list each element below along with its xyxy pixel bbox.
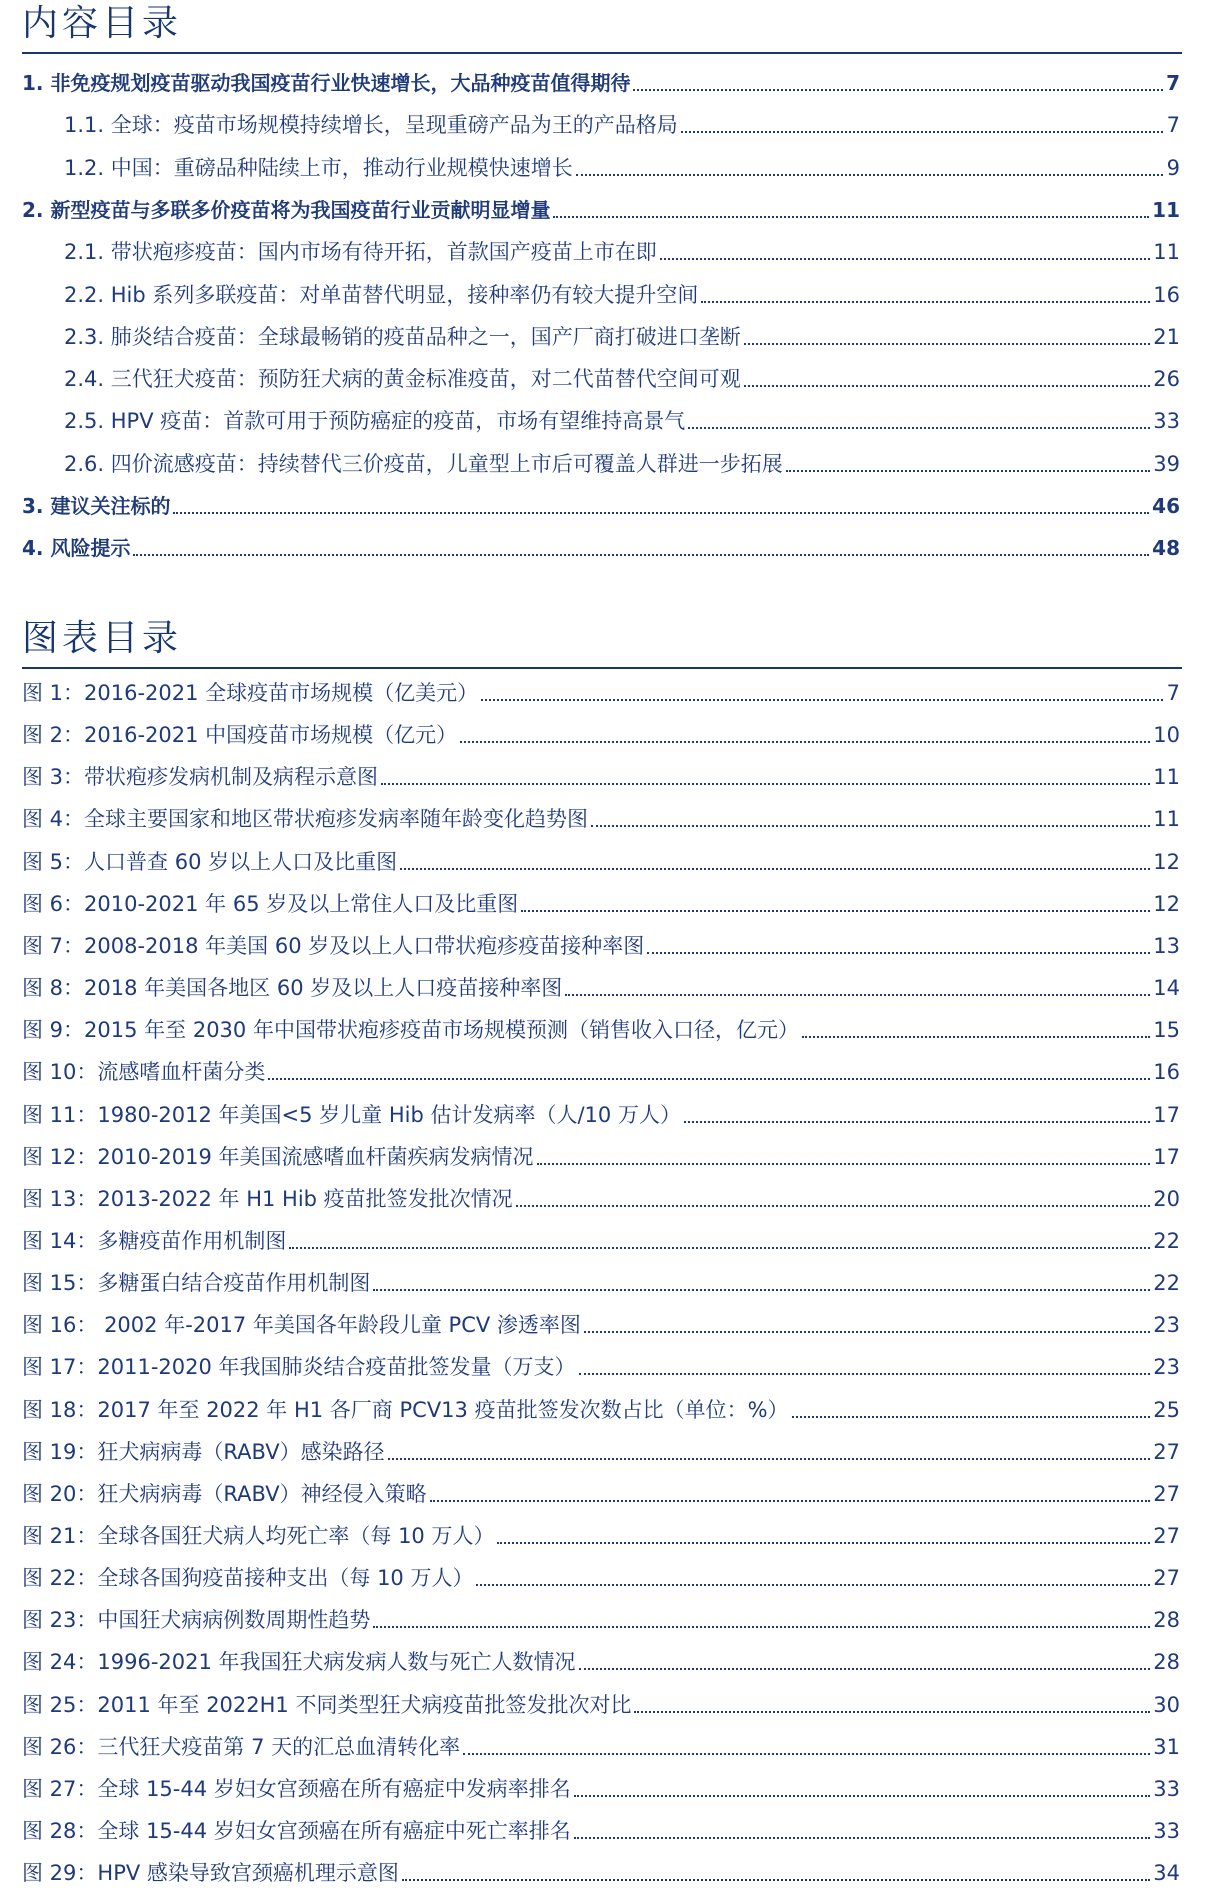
toc-chapter-entry[interactable] xyxy=(0,193,1180,227)
figure-list-entry-label: 图 15：多糖蛋白结合疫苗作用机制图 xyxy=(22,1271,371,1296)
figure-list-entry-page-number: 27 xyxy=(1153,1566,1180,1591)
figure-list-entry[interactable] xyxy=(0,971,1180,1005)
figure-list-entry-label: 图 1：2016-2021 全球疫苗市场规模（亿美元） xyxy=(22,681,479,705)
toc-chapter-entry[interactable] xyxy=(0,531,1180,565)
dot-leader xyxy=(688,427,1150,429)
figure-list-entry[interactable] xyxy=(0,1814,1180,1848)
figure-list-entry-page-number: 15 xyxy=(1153,1018,1180,1043)
figure-list-entry-page-number: 23 xyxy=(1153,1355,1180,1380)
figure-list-entry[interactable] xyxy=(0,1140,1180,1174)
figure-list-entry[interactable] xyxy=(0,1224,1180,1258)
toc-section-entry-page-number: 11 xyxy=(1153,240,1180,265)
figure-list-entry-label: 图 9：2015 年至 2030 年中国带状疱疹疫苗市场规模预测（销售收入口径，亿元） xyxy=(22,1018,799,1043)
dot-leader xyxy=(633,89,1163,91)
figure-list-entry-label: 图 13：2013-2022 年 H1 Hib 疫苗批签发批次情况 xyxy=(22,1186,513,1211)
toc-section-entry-page-number: 26 xyxy=(1153,367,1180,392)
figure-list-entry-page-number: 14 xyxy=(1153,976,1180,1001)
dot-leader xyxy=(497,1542,1150,1544)
dot-leader xyxy=(173,512,1149,514)
figure-list-entry-label: 图 16： 2002 年-2017 年美国各年龄段儿童 PCV 渗透率图 xyxy=(22,1313,581,1338)
toc-section-entry[interactable] xyxy=(0,447,1180,481)
figure-list-entry-page-number: 30 xyxy=(1153,1692,1180,1717)
figure-list-entry-label: 图 2：2016-2021 中国疫苗市场规模（亿元） xyxy=(22,723,458,748)
figure-list-entry-label: 图 20：狂犬病病毒（RABV）神经侵入策略 xyxy=(22,1481,427,1506)
dot-leader xyxy=(268,1078,1150,1080)
toc-chapter-entry-label: 3. 建议关注标的 xyxy=(22,494,171,518)
figure-list-entry-page-number: 28 xyxy=(1153,1650,1180,1675)
dot-leader xyxy=(476,1584,1150,1586)
figure-list-entry-page-number: 17 xyxy=(1153,1144,1180,1169)
dot-leader xyxy=(373,1289,1150,1291)
toc-section-entry[interactable] xyxy=(0,362,1180,396)
dot-leader xyxy=(481,699,1163,701)
figure-list-entry-page-number: 22 xyxy=(1153,1271,1180,1296)
dot-leader xyxy=(684,1121,1150,1123)
figure-list-entry[interactable] xyxy=(0,718,1180,752)
dot-leader xyxy=(574,1795,1150,1797)
figure-list-entry-page-number: 33 xyxy=(1153,1776,1180,1801)
figure-list-entry[interactable] xyxy=(0,1561,1180,1595)
figure-list-entry-label: 图 10：流感嗜血杆菌分类 xyxy=(22,1060,266,1085)
figure-list-entry-label: 图 22：全球各国狗疫苗接种支出（每 10 万人） xyxy=(22,1566,474,1591)
figure-list-entry-label: 图 29：HPV 感染导致宫颈癌机理示意图 xyxy=(22,1861,399,1886)
figure-list-entry-page-number: 12 xyxy=(1153,891,1180,916)
figure-list-entry-label: 图 27：全球 15-44 岁妇女宫颈癌在所有癌症中发病率排名 xyxy=(22,1776,571,1801)
toc-section-entry-label: 2.3. 肺炎结合疫苗：全球最畅销的疫苗品种之一，国产厂商打破进口垄断 xyxy=(64,324,741,349)
figure-list-entry[interactable] xyxy=(0,929,1180,963)
figure-list-entry-label: 图 18：2017 年至 2022 年 H1 各厂商 PCV13 疫苗批签发次数占比（单位：%） xyxy=(22,1397,789,1422)
figure-list-entry-label: 图 4：全球主要国家和地区带状疱疹发病率随年龄变化趋势图 xyxy=(22,807,589,832)
figure-list-entry-page-number: 27 xyxy=(1153,1481,1180,1506)
figure-list-entry[interactable] xyxy=(0,1603,1180,1637)
figure-list-entry-page-number: 22 xyxy=(1153,1228,1180,1253)
dot-leader xyxy=(681,131,1163,133)
figure-list-entry-label: 图 28：全球 15-44 岁妇女宫颈癌在所有癌症中死亡率排名 xyxy=(22,1819,571,1844)
figure-list-entry-page-number: 27 xyxy=(1153,1524,1180,1548)
figure-list-entry-label: 图 8：2018 年美国各地区 60 岁及以上人口疫苗接种率图 xyxy=(22,976,563,1001)
figure-list-entry-page-number: 10 xyxy=(1153,723,1180,748)
toc-chapter-entry-label: 1. 非免疫规划疫苗驱动我国疫苗行业快速增长，大品种疫苗值得期待 xyxy=(22,71,631,95)
figure-list-entry-label: 图 6：2010-2021 年 65 岁及以上常住人口及比重图 xyxy=(22,891,519,916)
dot-leader xyxy=(744,385,1151,387)
toc-section-entry[interactable] xyxy=(0,151,1180,185)
figure-list-entry[interactable] xyxy=(0,1350,1180,1384)
dot-leader xyxy=(792,1416,1151,1418)
toc-section-entry-label: 1.1. 全球：疫苗市场规模持续增长，呈现重磅产品为王的产品格局 xyxy=(64,113,678,138)
dot-leader xyxy=(591,825,1150,827)
dot-leader xyxy=(565,994,1150,996)
dot-leader xyxy=(463,1753,1150,1755)
figure-list-entry-label: 图 24：1996-2021 年我国狂犬病发病人数与死亡人数情况 xyxy=(22,1650,576,1675)
figure-list-entry-label: 图 21：全球各国狂犬病人均死亡率（每 10 万人） xyxy=(22,1524,495,1548)
figure-list-entry-page-number: 31 xyxy=(1153,1734,1180,1759)
figure-list-entry-label: 图 19：狂犬病病毒（RABV）感染路径 xyxy=(22,1439,385,1464)
dot-leader xyxy=(133,554,1149,556)
figure-list-entry[interactable] xyxy=(0,676,1180,710)
figure-list-entry-page-number: 33 xyxy=(1153,1819,1180,1844)
toc-title-rule xyxy=(22,52,1182,54)
toc-section-entry-page-number: 9 xyxy=(1166,155,1180,180)
figure-list-entry[interactable] xyxy=(0,1645,1180,1679)
figures-title: 图表目录 xyxy=(22,618,183,659)
dot-leader xyxy=(381,783,1150,785)
dot-leader xyxy=(289,1247,1150,1249)
toc-chapter-entry-page-number: 11 xyxy=(1152,197,1180,222)
figure-list-entry-page-number: 27 xyxy=(1153,1439,1180,1464)
figure-list-entry-page-number: 25 xyxy=(1153,1397,1180,1422)
toc-chapter-entry-label: 2. 新型疫苗与多联多价疫苗将为我国疫苗行业贡献明显增量 xyxy=(22,197,551,222)
toc-title: 内容目录 xyxy=(22,3,183,44)
figure-list-entry-label: 图 26：三代狂犬疫苗第 7 天的汇总血清转化率 xyxy=(22,1734,461,1759)
figure-list-entry-page-number: 12 xyxy=(1153,849,1180,874)
figure-list-entry[interactable] xyxy=(0,1772,1180,1806)
dot-leader xyxy=(430,1500,1151,1502)
figure-list-entry-label: 图 25：2011 年至 2022H1 不同类型狂犬病疫苗批签发批次对比 xyxy=(22,1692,632,1717)
figures-title-rule xyxy=(22,667,1182,669)
figure-list-entry[interactable] xyxy=(0,1856,1180,1890)
toc-section-entry[interactable] xyxy=(0,278,1180,312)
figure-list-entry-page-number: 7 xyxy=(1166,681,1180,705)
figure-list-entry-label: 图 23：中国狂犬病病例数周期性趋势 xyxy=(22,1608,371,1633)
figure-list-entry-page-number: 23 xyxy=(1153,1313,1180,1338)
dot-leader xyxy=(744,343,1151,345)
dot-leader xyxy=(373,1626,1150,1628)
toc-chapter-entry[interactable] xyxy=(0,489,1180,523)
figure-list-entry[interactable] xyxy=(0,760,1180,794)
dot-leader xyxy=(400,868,1150,870)
toc-chapter-entry-page-number: 46 xyxy=(1152,494,1180,518)
toc-section-entry-label: 2.5. HPV 疫苗：首款可用于预防癌症的疫苗，市场有望维持高景气 xyxy=(64,409,686,434)
figure-list-entry[interactable] xyxy=(0,1435,1180,1469)
figure-list-entry[interactable] xyxy=(0,1098,1180,1132)
figure-list-entry-label: 图 12：2010-2019 年美国流感嗜血杆菌疾病发病情况 xyxy=(22,1144,534,1169)
toc-section-entry-page-number: 21 xyxy=(1153,324,1180,349)
dot-leader xyxy=(802,1036,1150,1038)
dot-leader xyxy=(521,910,1150,912)
figure-list-entry-page-number: 34 xyxy=(1153,1861,1180,1886)
toc-section-entry-label: 2.1. 带状疱疹疫苗：国内市场有待开拓，首款国产疫苗上市在即 xyxy=(64,240,657,265)
figure-list-entry[interactable] xyxy=(0,1393,1180,1427)
figure-list-entry[interactable] xyxy=(0,845,1180,879)
figure-list-entry-page-number: 16 xyxy=(1153,1060,1180,1085)
toc-section-entry-label: 2.6. 四价流感疫苗：持续替代三价疫苗，儿童型上市后可覆盖人群进一步拓展 xyxy=(64,451,783,476)
figure-list-entry-page-number: 11 xyxy=(1153,807,1180,832)
toc-section-entry-label: 2.2. Hib 系列多联疫苗：对单苗替代明显，接种率仍有较大提升空间 xyxy=(64,282,699,307)
figure-list-entry[interactable] xyxy=(0,1477,1180,1511)
figure-list-entry-page-number: 28 xyxy=(1153,1608,1180,1633)
figure-list-entry-page-number: 11 xyxy=(1153,765,1180,790)
figure-list-entry-label: 图 11：1980-2012 年美国<5 岁儿童 Hib 估计发病率（人/10 万人） xyxy=(22,1102,681,1127)
figure-list-entry[interactable] xyxy=(0,887,1180,921)
toc-chapter-entry-page-number: 7 xyxy=(1166,71,1180,95)
dot-leader xyxy=(388,1458,1151,1460)
toc-section-entry-page-number: 33 xyxy=(1153,409,1180,434)
figure-list-entry-label: 图 5：人口普查 60 岁以上人口及比重图 xyxy=(22,849,398,874)
dot-leader xyxy=(579,1668,1151,1670)
dot-leader xyxy=(701,301,1150,303)
figure-list-entry-page-number: 17 xyxy=(1153,1102,1180,1127)
toc-section-entry-page-number: 16 xyxy=(1153,282,1180,307)
toc-section-entry-label: 1.2. 中国：重磅品种陆续上市，推动行业规模快速增长 xyxy=(64,155,573,180)
dot-leader xyxy=(647,952,1150,954)
dot-leader xyxy=(576,174,1163,176)
figure-list-entry[interactable] xyxy=(0,1308,1180,1342)
toc-chapter-entry[interactable] xyxy=(0,66,1180,100)
dot-leader xyxy=(579,1373,1151,1375)
toc-section-entry[interactable] xyxy=(0,320,1180,354)
dot-leader xyxy=(553,216,1149,218)
dot-leader xyxy=(786,470,1151,472)
figure-list-entry[interactable] xyxy=(0,1055,1180,1089)
toc-chapter-entry-label: 4. 风险提示 xyxy=(22,536,131,561)
toc-section-entry-page-number: 39 xyxy=(1153,451,1180,476)
dot-leader xyxy=(460,741,1150,743)
figure-list-entry-page-number: 13 xyxy=(1153,933,1180,958)
figure-list-entry[interactable] xyxy=(0,1182,1180,1216)
toc-section-entry[interactable] xyxy=(0,235,1180,269)
dot-leader xyxy=(660,258,1151,260)
figure-list-entry-label: 图 7：2008-2018 年美国 60 岁及以上人口带状疱疹疫苗接种率图 xyxy=(22,933,645,958)
figure-list-entry[interactable] xyxy=(0,1519,1180,1553)
figure-list-entry[interactable] xyxy=(0,1266,1180,1300)
toc-section-entry[interactable] xyxy=(0,108,1180,142)
dot-leader xyxy=(574,1837,1150,1839)
dot-leader xyxy=(537,1163,1151,1165)
toc-section-entry-label: 2.4. 三代狂犬疫苗：预防狂犬病的黄金标准疫苗，对二代苗替代空间可观 xyxy=(64,367,741,392)
figure-list-entry-label: 图 17：2011-2020 年我国肺炎结合疫苗批签发量（万支） xyxy=(22,1355,576,1380)
dot-leader xyxy=(584,1331,1150,1333)
figure-list-entry-page-number: 20 xyxy=(1153,1186,1180,1211)
figure-list-entry[interactable] xyxy=(0,1013,1180,1047)
figure-list-entry-label: 图 14：多糖疫苗作用机制图 xyxy=(22,1228,287,1253)
figure-list-entry[interactable] xyxy=(0,802,1180,836)
dot-leader xyxy=(634,1711,1150,1713)
dot-leader xyxy=(516,1205,1151,1207)
toc-chapter-entry-page-number: 48 xyxy=(1152,536,1180,561)
figure-list-entry-label: 图 3：带状疱疹发病机制及病程示意图 xyxy=(22,765,379,790)
figure-list-entry[interactable] xyxy=(0,1688,1180,1722)
dot-leader xyxy=(402,1879,1150,1881)
figure-list-entry[interactable] xyxy=(0,1730,1180,1764)
toc-section-entry[interactable] xyxy=(0,404,1180,438)
toc-section-entry-page-number: 7 xyxy=(1166,113,1180,138)
